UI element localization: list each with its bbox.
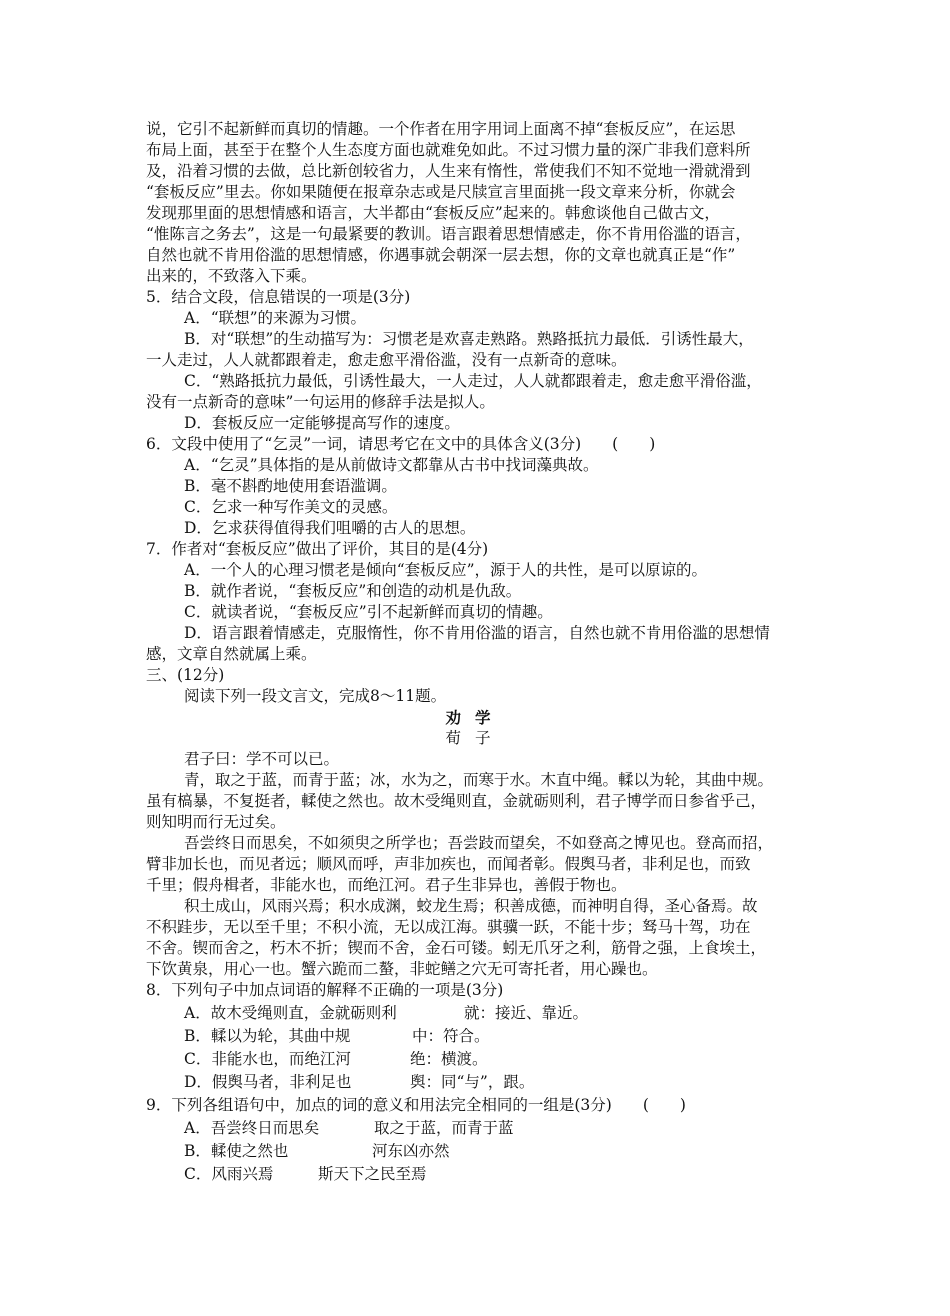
- option-d: D．语言跟着情感走，克服惰性，你不肯用俗滥的语言，自然也就不肯用俗滥的思想情: [184, 624, 770, 642]
- passage-line: “套板反应”里去。你如果随便在报章杂志或是尺牍宣言里面挑一段文章来分析，你就会: [146, 183, 736, 201]
- option-d-explanation: 舆：同“与”，跟。: [410, 1073, 535, 1091]
- classical-line: 臂非加长也，而见者远；顺风而呼，声非加疾也，而闻者彰。假舆马者，非利足也，而致: [146, 855, 751, 873]
- option-c: C．乞求一种写作美文的灵感。: [184, 498, 398, 516]
- option-b-explanation: 中：符合。: [412, 1027, 490, 1045]
- option-b-right: 河东凶亦然: [372, 1142, 450, 1160]
- option-d: D．乞求获得值得我们咀嚼的古人的思想。: [184, 519, 476, 537]
- passage-line: 发现那里面的思想情感和语言，大半都由“套板反应”起来的。韩愈谈他自己做古文，: [146, 204, 720, 222]
- question-stem: 8．下列句子中加点词语的解释不正确的一项是(3分): [146, 981, 504, 999]
- classical-line: 虽有槁暴，不复挺者，輮使之然也。故木受绳则直，金就砺则利，君子博学而日参省乎己，: [146, 792, 767, 810]
- option-b: B．就作者说，“套板反应”和创造的动机是仇敌。: [184, 582, 522, 600]
- option-c: C．就读者说，“套板反应”引不起新鲜而真切的情趣。: [184, 603, 553, 621]
- option-c-right: 斯天下之民至焉: [318, 1165, 427, 1183]
- option-d: D．套板反应一定能够提高写作的速度。: [184, 414, 460, 432]
- classical-line: 吾尝终日而思矣，不如须臾之所学也；吾尝跂而望矣，不如登高之博见也。登高而招，: [184, 834, 774, 852]
- option-a: A．“联想”的来源为习惯。: [184, 309, 367, 327]
- question-stem: 7．作者对“套板反应”做出了评价，其目的是(4分): [146, 540, 489, 558]
- passage-line: “惟陈言之务去”，这是一句最紧要的教训。语言跟着思想情感走，你不肯用俗滥的语言，: [146, 225, 751, 243]
- classical-line: 青，取之于蓝，而青于蓝；冰，水为之，而寒于水。木直中绳。輮以为轮，其曲中规。: [184, 771, 774, 789]
- passage-line: 及，沿着习惯的去做，总比新创较省力，人生来有惰性，常使我们不知不觉地一滑就滑到: [146, 162, 751, 180]
- passage-line: 布局上面，甚至于在整个人生态度方面也就难免如此。不过习惯力量的深广非我们意料所: [146, 141, 751, 159]
- classical-line: 不舍。锲而舍之，朽木不折；锲而不舍，金石可镂。蚓无爪牙之利，筋骨之强，上食埃土，: [146, 939, 767, 957]
- classical-line: 则知明而行无过矣。: [146, 813, 286, 831]
- classical-line: 不积跬步，无以至千里；不积小流，无以成江海。骐骥一跃，不能十步；驽马十驾，功在: [146, 918, 751, 936]
- text-author: 荀子: [445, 729, 505, 747]
- option-a-sentence: A．故木受绳则直，金就砺则利: [184, 1004, 397, 1022]
- option-b: B．毫不斟酌地使用套语滥调。: [184, 477, 397, 495]
- option-c-sentence: C．非能水也，而绝江河: [184, 1050, 351, 1068]
- option-c-cont: 没有一点新奇的意味”一句运用的修辞手法是拟人。: [146, 393, 495, 411]
- classical-line: 君子曰：学不可以已。: [184, 750, 340, 768]
- option-b-left: B．輮使之然也: [184, 1142, 289, 1160]
- option-c-left: C．风雨兴焉: [184, 1165, 274, 1183]
- option-a: A．“乞灵”具体指的是从前做诗文都靠从古书中找词藻典故。: [184, 456, 599, 474]
- passage-line: 出来的，不致落入下乘。: [146, 267, 317, 285]
- option-b-sentence: B．輮以为轮，其曲中规: [184, 1027, 351, 1045]
- option-a: A．一个人的心理习惯老是倾向“套板反应”，源于人的共性，是可以原谅的。: [184, 561, 708, 579]
- text-title: 劝学: [445, 708, 505, 727]
- question-stem: 5．结合文段，信息错误的一项是(3分): [146, 288, 411, 306]
- option-b-cont: 一人走过，人人就都跟着走，愈走愈平滑俗滥，没有一点新奇的意味。: [146, 351, 627, 369]
- option-c-explanation: 绝：横渡。: [410, 1050, 488, 1068]
- classical-line: 积土成山，风雨兴焉；积水成渊，蛟龙生焉；积善成德，而神明自得，圣心备焉。故: [184, 897, 758, 915]
- question-stem: 6．文段中使用了“乞灵”一词，请思考它在文中的具体含义(3分) ( ): [146, 435, 656, 453]
- option-d-cont: 感，文章自然就属上乘。: [146, 645, 317, 663]
- option-a-explanation: 就：接近、靠近。: [464, 1004, 589, 1022]
- passage-line: 说，它引不起新鲜而真切的情趣。一个作者在用字用词上面离不掉“套板反应”，在运思: [146, 120, 736, 138]
- option-b: B．对“联想”的生动描写为：习惯老是欢喜走熟路。熟路抵抗力最低．引诱性最大，: [184, 330, 754, 348]
- classical-line: 下饮黄泉，用心一也。蟹六跪而二螯，非蛇鳝之穴无可寄托者，用心躁也。: [146, 960, 658, 978]
- section-instruction: 阅读下列一段文言文，完成8～11题。: [184, 687, 447, 705]
- classical-line: 千里；假舟楫者，非能水也，而绝江河。君子生非异也，善假于物也。: [146, 876, 627, 894]
- passage-line: 自然也就不肯用俗滥的思想情感，你遇事就会朝深一层去想，你的文章也就真正是“作”: [146, 246, 736, 264]
- option-c: C．“熟路抵抗力最低，引诱性最大，一人走过，人人就都跟着走，愈走愈平滑俗滥，: [184, 372, 762, 390]
- option-a-left: A．吾尝终日而思矣: [184, 1119, 320, 1137]
- option-d-sentence: D．假舆马者，非利足也: [184, 1073, 352, 1091]
- question-stem: 9．下列各组语句中，加点的词的意义和用法完全相同的一组是(3分) ( ): [146, 1096, 686, 1114]
- option-a-right: 取之于蓝，而青于蓝: [374, 1119, 514, 1137]
- section-heading: 三、(12分): [146, 666, 225, 684]
